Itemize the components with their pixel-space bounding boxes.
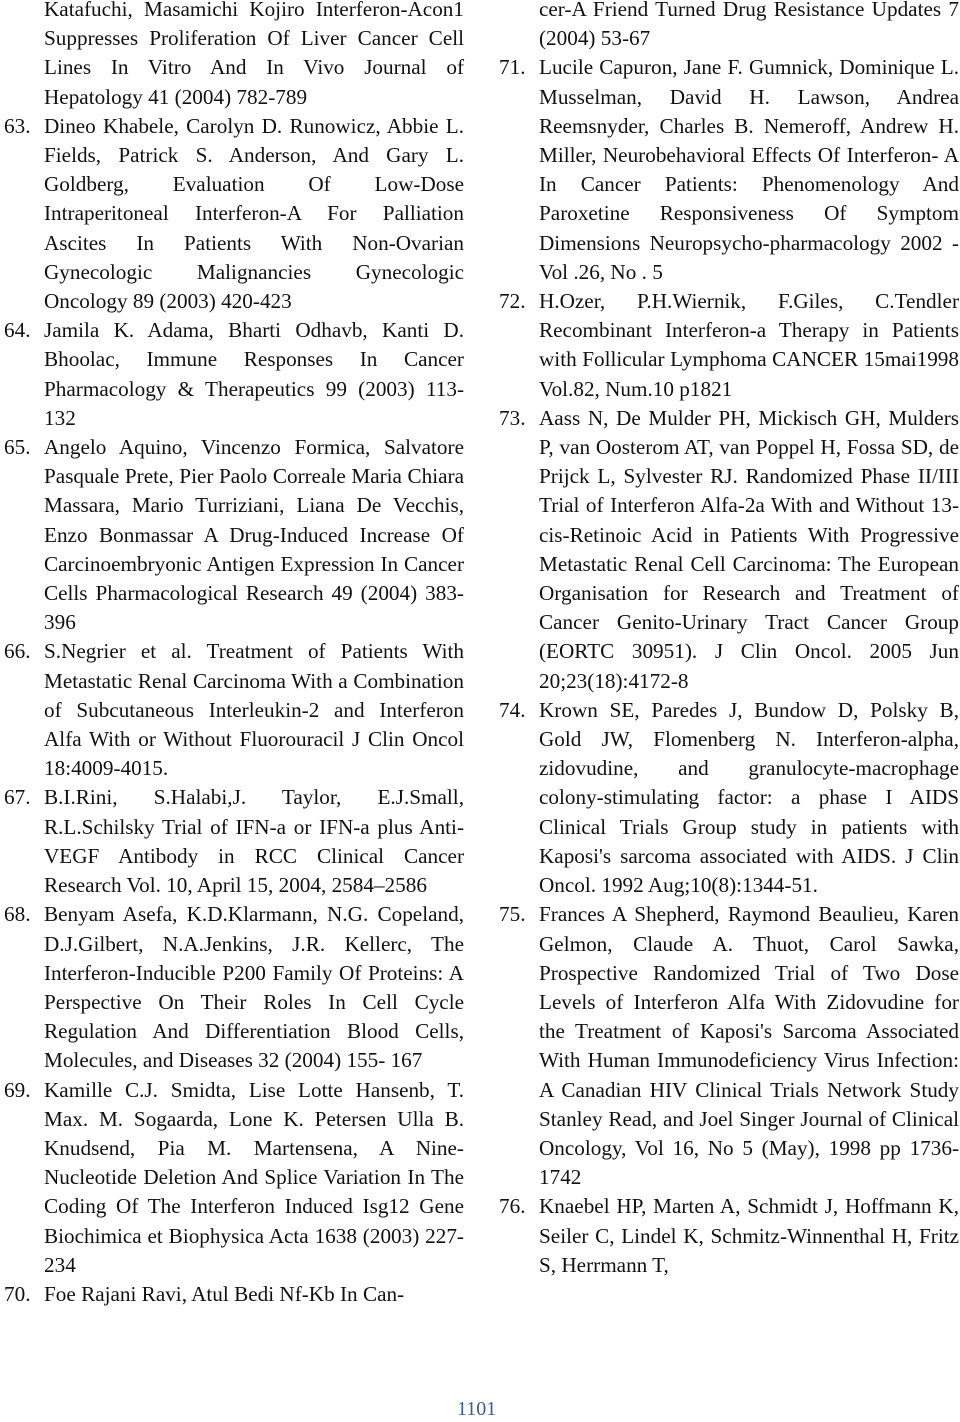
reference-entry — [4, 900, 464, 1075]
reference-entry — [499, 1192, 959, 1280]
reference-continuation — [499, 0, 959, 53]
left-reference-column — [4, 0, 464, 1309]
right-reference-column — [499, 0, 959, 1280]
reference-number: 69. — [4, 1077, 31, 1102]
reference-entry — [499, 404, 959, 696]
reference-number: 63. — [4, 113, 31, 138]
reference-number: 75. — [499, 902, 526, 927]
reference-text: Aass N, De Mulder PH, Mickisch GH, Mulders P, van Oosterom AT, van Poppel H, Fossa SD, de Prijck L, Sylvester RJ. Randomized Phase II/III Trial of Interferon Alfa-2a With and Without 13-cis-Retinoic Acid in Patients With Progressive Metastatic Renal Cell Carcinoma: The European Organisation for Research and Treatment of Cancer Genito-Urinary Tract Cancer Group (EORTC 30951). J Clin Oncol. 2005 Jun 20;23(18):4172-8 — [539, 405, 959, 693]
reference-number: 71. — [499, 55, 526, 80]
reference-entry — [4, 783, 464, 900]
reference-text: Dineo Khabele, Carolyn D. Runowicz, Abbie L. Fields, Patrick S. Anderson, And Gary L. Goldberg, Evaluation Of Low-Dose Intraperitoneal Interferon-A For Palliation Ascites In Patients With Non-Ovarian Gynecologic Malignancies Gynecologic Oncology 89 (2003) 420-423 — [44, 113, 464, 314]
reference-entry — [4, 637, 464, 783]
reference-text: Frances A Shepherd, Raymond Beaulieu, Karen Gelmon, Claude A. Thuot, Carol Sawka, Prospective Randomized Trial of Two Dose Levels of Interferon Alfa With Zidovudine for the Treatment of Kaposi's Sarcoma Associated With Human Immunodeficiency Virus Infection: A Canadian HIV Clinical Trials Network Study Stanley Read, and Joel Singer Journal of Clinical Oncology, Vol 16, No 5 (May), 1998 pp 1736-1742 — [539, 902, 959, 1190]
reference-entry — [4, 1076, 464, 1280]
reference-entry — [4, 316, 464, 433]
reference-text: Katafuchi, Masamichi Kojiro Interferon-Acon1 Suppresses Proliferation Of Liver Cancer Cell Lines In Vitro And In Vivo Journal of Hepatology 41 (2004) 782-789 — [44, 0, 464, 109]
reference-text: H.Ozer, P.H.Wiernik, F.Giles, C.Tendler Recombinant Interferon-a Therapy in Patients with Follicular Lymphoma CANCER 15mai1998 Vol.82, Num.10 p1821 — [539, 289, 959, 401]
reference-text: Lucile Capuron, Jane F. Gumnick, Dominique L. Musselman, David H. Lawson, Andrea Reemsnyder, Charles B. Nemeroff, Andrew H. Miller, Neurobehavioral Effects Of Interferon- A In Cancer Patients: Phenomenology And Paroxetine Responsiveness Of Symptom Dimensions Neuropsycho-pharmacology 2002 - Vol .26, No . 5 — [539, 55, 959, 284]
reference-text: Angelo Aquino, Vincenzo Formica, Salvatore Pasquale Prete, Pier Paolo Correale Maria Chiara Massara, Mario Turriziani, Liana De Vecchis, Enzo Bonmassar A Drug-Induced Increase Of Carcinoembryonic Antigen Expression In Cancer Cells Pharmacological Research 49 (2004) 383-396 — [44, 435, 464, 635]
reference-entry — [499, 287, 959, 404]
reference-number: 70. — [4, 1281, 31, 1306]
reference-text: Kamille C.J. Smidta, Lise Lotte Hansenb, T. Max. M. Sogaarda, Lone K. Petersen Ulla B. Knudsend, Pia M. Martensena, A Nine-Nucleotide Deletion And Splice Variation In The Coding Of The Interferon Induced Isg12 Gene Biochimica et Biophysica Acta 1638 (2003) 227- 234 — [44, 1077, 464, 1277]
reference-number: 74. — [499, 697, 526, 722]
reference-number: 76. — [499, 1194, 526, 1219]
reference-entry — [499, 900, 959, 1192]
reference-number: 72. — [499, 289, 526, 314]
reference-text: cer-A Friend Turned Drug Resistance Updates 7 (2004) 53-67 — [539, 0, 959, 51]
reference-text: Jamila K. Adama, Bharti Odhavb, Kanti D. Bhoolac, Immune Responses In Cancer Pharmacology & Therapeutics 99 (2003) 113- 132 — [44, 318, 464, 430]
reference-entry — [4, 112, 464, 316]
reference-entry — [499, 696, 959, 900]
reference-text: Foe Rajani Ravi, Atul Bedi Nf-Kb In Can- — [44, 1281, 405, 1306]
reference-number: 73. — [499, 405, 526, 430]
reference-number: 64. — [4, 318, 31, 343]
reference-entry — [4, 433, 464, 637]
reference-text: S.Negrier et al. Treatment of Patients With Metastatic Renal Carcinoma With a Combination of Subcutaneous Interleukin-2 and Interferon Alfa With or Without Fluorouracil J Clin Oncol 18:4009-4015. — [44, 639, 464, 781]
reference-text: Krown SE, Paredes J, Bundow D, Polsky B, Gold JW, Flomenberg N. Interferon-alpha, zidovudine, and granulocyte-macrophage colony-stimulating factor: a phase I AIDS Clinical Trials Group study in patients with Kaposi's sarcoma associated with AIDS. J Clin Oncol. 1992 Aug;10(8):1344-51. — [539, 697, 959, 898]
reference-text: B.I.Rini, S.Halabi,J. Taylor, E.J.Small, R.L.Schilsky Trial of IFN-a or IFN-a plus Anti-VEGF Antibody in RCC Clinical Cancer Research Vol. 10, April 15, 2004, 2584–2586 — [44, 785, 464, 898]
reference-number: 66. — [4, 639, 31, 664]
reference-continuation — [4, 0, 464, 112]
reference-number: 65. — [4, 435, 31, 460]
reference-text: Knaebel HP, Marten A, Schmidt J, Hoffmann K, Seiler C, Lindel K, Schmitz-Winnenthal H, Fritz S, Herrmann T, — [539, 1194, 959, 1277]
reference-entry — [499, 53, 959, 287]
reference-number: 68. — [4, 902, 31, 927]
page-number: 1101 — [457, 1398, 497, 1420]
reference-number: 67. — [4, 785, 31, 810]
reference-entry — [4, 1280, 464, 1309]
reference-text: Benyam Asefa, K.D.Klarmann, N.G. Copeland, D.J.Gilbert, N.A.Jenkins, J.R. Kellerc, The Interferon-Inducible P200 Family Of Proteins: A Perspective On Their Roles In Cell Cycle Regulation And Differentiation Blood Cells, Molecules, and Diseases 32 (2004) 155- 167 — [44, 902, 464, 1073]
